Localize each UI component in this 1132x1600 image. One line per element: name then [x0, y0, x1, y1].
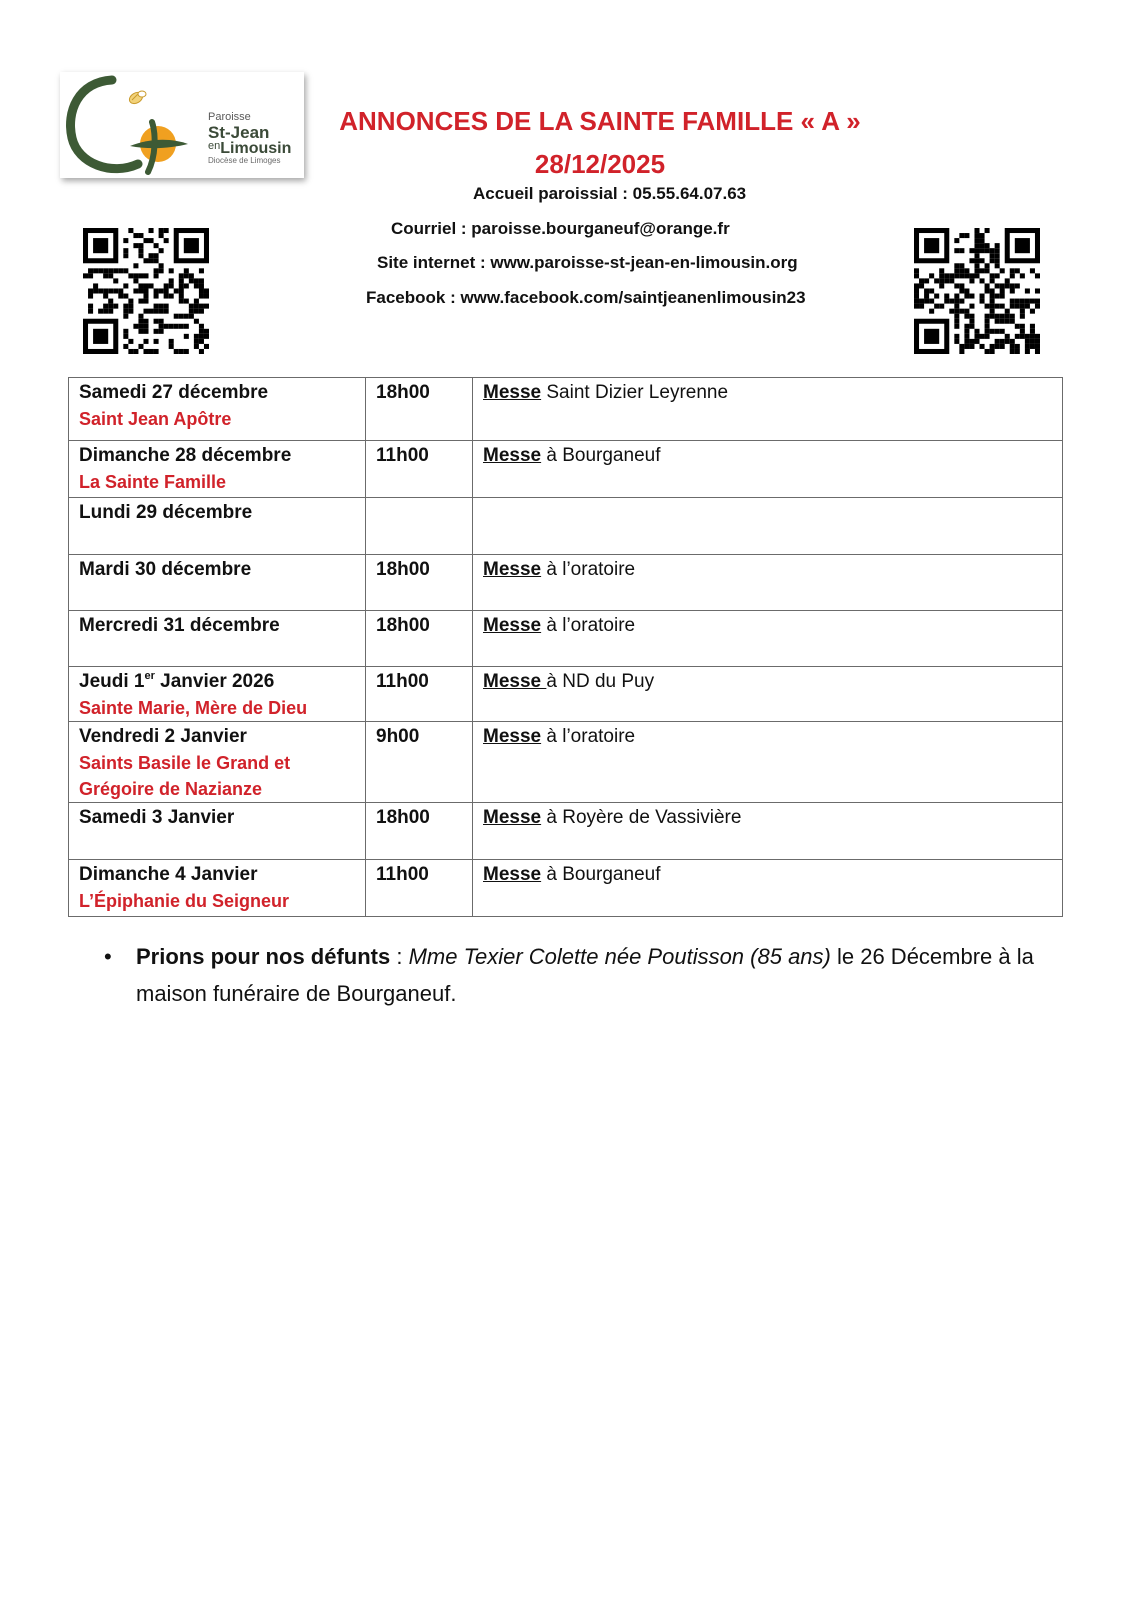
logo-line-st-jean: St-Jean [208, 123, 270, 142]
logo-limousin: Limousin [220, 140, 292, 157]
event-place: à l’oratoire [541, 559, 636, 580]
time-cell: 11h00 [366, 860, 473, 917]
event-type: Messe [483, 807, 542, 828]
announcement-sep: : [390, 944, 409, 969]
table-row [69, 860, 1063, 917]
table-row [69, 722, 1063, 803]
day-cell [69, 803, 366, 860]
time-cell: 18h00 [366, 555, 473, 611]
event-cell [473, 803, 1063, 860]
feast-label: La Sainte Famille [79, 472, 227, 492]
page-title-block [330, 100, 870, 186]
event-type: Messe [483, 864, 542, 885]
event-cell [473, 498, 1063, 555]
table-row [69, 555, 1063, 611]
event-place: à l’oratoire [541, 726, 636, 747]
logo-line-diocese: Diocèse de Limoges [208, 156, 281, 165]
day-cell [69, 611, 366, 667]
qr-code-icon [83, 228, 209, 354]
day-cell [69, 441, 366, 498]
feast-label: Saint Jean Apôtre [79, 409, 232, 429]
logo-en: en [208, 140, 221, 152]
event-cell [473, 860, 1063, 917]
event-cell [473, 722, 1063, 803]
day-label: Mardi 30 décembre [79, 559, 252, 580]
event-place: Saint Dizier Leyrenne [541, 382, 729, 403]
event-place: à ND du Puy [546, 671, 655, 692]
deceased-name: Mme Texier Colette née Poutisson (85 ans) [408, 944, 831, 969]
announcement-item [104, 938, 1064, 1012]
day-cell [69, 860, 366, 917]
event-place: à l’oratoire [541, 615, 636, 636]
day-label-post: Janvier 2026 [154, 671, 275, 692]
logo-line-paroisse: Paroisse [208, 111, 251, 123]
event-cell [473, 611, 1063, 667]
day-cell [69, 722, 366, 803]
day-cell [69, 498, 366, 555]
event-type: Messe [483, 559, 542, 580]
time-cell: 18h00 [366, 378, 473, 441]
event-cell [473, 441, 1063, 498]
qr-code-left[interactable] [83, 228, 209, 354]
time-cell: 11h00 [366, 441, 473, 498]
event-place: à Bourganeuf [541, 445, 661, 466]
announcement-rest: le 26 Décembre à la maison funéraire de Bourganeuf. [136, 944, 1034, 1006]
event-type: Messe [483, 671, 547, 692]
event-type: Messe [483, 382, 542, 403]
day-label: Lundi 29 décembre [79, 502, 253, 523]
day-label-sup: er [144, 670, 155, 682]
announcement-label: Prions pour nos défunts [136, 944, 391, 969]
time-cell: 18h00 [366, 611, 473, 667]
time-cell: 11h00 [366, 667, 473, 722]
event-place: à Royère de Vassivière [541, 807, 742, 828]
feast-label: L’Épiphanie du Seigneur [79, 891, 290, 911]
schedule-table [68, 377, 1063, 917]
table-row [69, 498, 1063, 555]
event-type: Messe [483, 615, 542, 636]
bee-icon [127, 90, 146, 106]
contact-phone: Accueil paroissial : 05.55.64.07.63 [473, 184, 747, 203]
event-cell [473, 555, 1063, 611]
event-type: Messe [483, 726, 542, 747]
contact-website[interactable]: Site internet : www.paroisse-st-jean-en-limousin.org [377, 253, 798, 272]
day-label: Vendredi 2 Janvier [79, 726, 247, 747]
logo-line-limousin [208, 141, 291, 157]
event-type: Messe [483, 445, 542, 466]
time-cell [366, 498, 473, 555]
time-cell: 9h00 [366, 722, 473, 803]
contact-email[interactable]: Courriel : paroisse.bourganeuf@orange.fr [391, 219, 730, 238]
event-place: à Bourganeuf [541, 864, 661, 885]
day-cell [69, 667, 366, 722]
table-row [69, 378, 1063, 441]
event-cell [473, 667, 1063, 722]
event-cell [473, 378, 1063, 441]
day-label: Dimanche 28 décembre [79, 445, 292, 466]
announcement-text [136, 938, 1064, 1012]
table-row [69, 803, 1063, 860]
feast-label-2: Grégoire de Nazianze [79, 779, 263, 799]
feast-label: Saints Basile le Grand et [79, 753, 291, 773]
qr-code-right[interactable] [914, 228, 1040, 354]
day-cell [69, 378, 366, 441]
day-label-pre: Jeudi 1 [79, 671, 145, 692]
day-label: Samedi 27 décembre [79, 382, 269, 403]
logo-text [208, 112, 291, 165]
time-cell: 18h00 [366, 803, 473, 860]
day-label [79, 669, 355, 695]
contact-facebook[interactable]: Facebook : www.facebook.com/saintjeanenlimousin23 [366, 288, 806, 307]
qr-code-icon [914, 228, 1040, 354]
day-label: Mercredi 31 décembre [79, 615, 280, 636]
table-row [69, 611, 1063, 667]
day-label: Samedi 3 Janvier [79, 807, 235, 828]
feast-label: Sainte Marie, Mère de Dieu [79, 698, 308, 718]
page-date: 28/12/2025 [534, 149, 666, 179]
page-title: ANNONCES DE LA SAINTE FAMILLE « A » [339, 106, 861, 136]
day-label: Dimanche 4 Janvier [79, 864, 258, 885]
day-cell [69, 555, 366, 611]
table-row [69, 667, 1063, 722]
table-row [69, 441, 1063, 498]
parish-logo [60, 72, 304, 178]
bullet-icon: • [104, 944, 112, 969]
